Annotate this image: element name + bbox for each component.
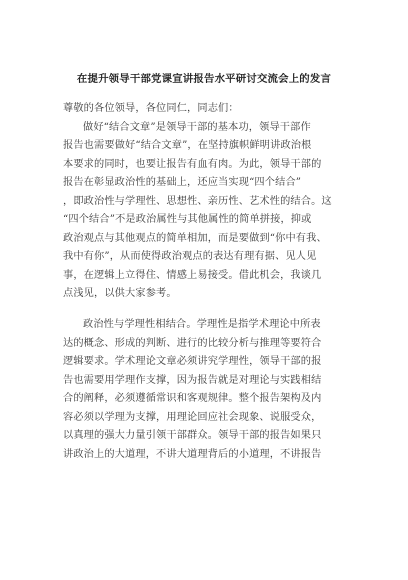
paragraph-line: 政治性与学理性相结合。学理性是指学术理论中所表 bbox=[83, 319, 321, 331]
paragraph-line: 政治观点与其他观点的简单相加，而是要做到“你中有我、 bbox=[63, 232, 327, 244]
paragraph-line: 逻辑要求。学术理论文章必须讲究学理性，领导干部的报 bbox=[63, 356, 322, 368]
paragraph-1 bbox=[63, 119, 353, 304]
paragraph-line: 合的阐释，必须遵循常识和客观规律。整个报告架构及内 bbox=[63, 393, 322, 405]
paragraph-line: 做好“结合文章”是领导干部的基本功，领导干部作 bbox=[83, 121, 311, 133]
paragraph-gap bbox=[63, 304, 353, 316]
paragraph-line: 讲政治上的大道理，不讲大道理背后的小道理，不讲报告 bbox=[63, 448, 322, 460]
paragraph-line: 本要求的同时，也要让报告有血有肉。为此，领导干部的 bbox=[63, 158, 322, 170]
paragraph-line: “四个结合”不是政治属性与其他属性的简单拼接，抑或 bbox=[63, 214, 312, 226]
paragraph-line: 达的概念、形成的判断、进行的比较分析与推理等要符合 bbox=[63, 337, 322, 349]
paragraph-line: 告也需要用学理作支撑，因为报告就是对理论与实践相结 bbox=[63, 374, 322, 386]
document-title: 在提升领导干部党课宣讲报告水平研讨交流会上的发言 bbox=[76, 73, 332, 85]
paragraph-line: 事，在逻辑上立得住、情感上易接受。借此机会，我谈几 bbox=[63, 269, 322, 281]
paragraph-line: 报告在彰显政治性的基础上，还应当实现“四个结合” bbox=[63, 177, 302, 189]
paragraph-line: 我中有你”，从而使得政治观点的表达有理有据、见人见 bbox=[63, 251, 317, 263]
paragraph-line: ，即政治性与学理性、思想性、亲历性、艺术性的结合。这 bbox=[63, 195, 332, 207]
paragraph-2 bbox=[63, 316, 353, 464]
paragraph-line: 以真理的强大力量引领干部群众。领导干部的报告如果只 bbox=[63, 430, 322, 442]
paragraph-line: 报告也需要做好“结合文章”，在坚持旗帜鲜明讲政治根 bbox=[63, 140, 312, 152]
document-body bbox=[63, 100, 353, 464]
paragraph-line: 点浅见，以供大家参考。 bbox=[63, 288, 177, 300]
paragraph-line: 容必须以学理为支撑，用理论回应社会现象、说服受众， bbox=[63, 411, 322, 423]
salutation: 尊敬的各位领导，各位同仁，同志们： bbox=[63, 103, 239, 114]
